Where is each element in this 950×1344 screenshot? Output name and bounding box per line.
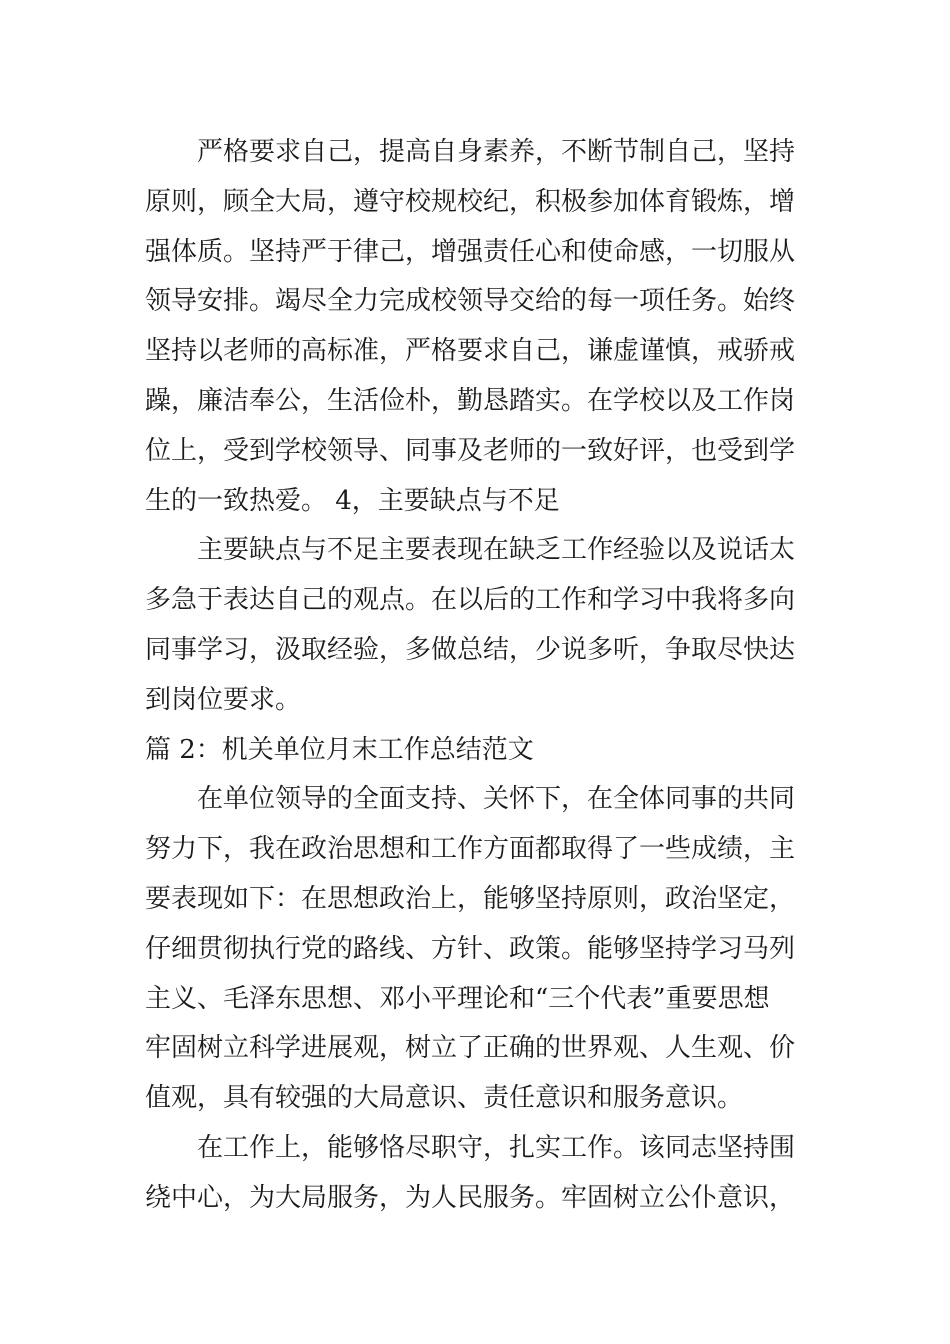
paragraph-line: 牢固树立科学进展观，树立了正确的世界观、人生观、价	[145, 1033, 796, 1064]
paragraph-line: 坚持以老师的高标准，严格要求自己，谦虚谨慎，戒骄戒	[145, 336, 796, 367]
paragraph-line: 位上，受到学校领导、同事及老师的一致好评，也受到学	[145, 435, 796, 466]
paragraph-line: 领导安排。竭尽全力完成校领导交给的每一项任务。始终	[145, 286, 796, 317]
paragraph-line: 严格要求自己，提高自身素养，不断节制自己，坚持	[197, 137, 796, 167]
paragraph-line: 努力下，我在政治思想和工作方面都取得了一些成绩，主	[145, 834, 796, 865]
paragraph-line: 多急于表达自己的观点。在以后的工作和学习中我将多向	[145, 585, 796, 616]
paragraph-line: 同事学习，汲取经验，多做总结，少说多听，争取尽快达	[145, 634, 796, 665]
paragraph-line: 在单位领导的全面支持、关怀下，在全体同事的共同	[197, 784, 796, 815]
paragraph-line: 到岗位要求。	[145, 684, 302, 715]
body-text	[145, 128, 807, 1224]
paragraph-line: 在工作上，能够恪尽职守，扎实工作。该同志坚持围	[197, 1132, 796, 1163]
paragraph-line: 值观，具有较强的大局意识、责任意识和服务意识。	[145, 1083, 744, 1114]
paragraph-line: 主要缺点与不足主要表现在缺乏工作经验以及说话太	[197, 535, 796, 566]
paragraph-line: 躁，廉洁奉公，生活俭朴，勤恳踏实。在学校以及工作岗	[145, 385, 796, 416]
paragraph-line: 原则，顾全大局，遵守校规校纪，积极参加体育锻炼，增	[145, 186, 796, 217]
paragraph-line: 仔细贯彻执行党的路线、方针、政策。能够坚持学习马列	[145, 933, 796, 964]
section-heading: 篇 2：机关单位月末工作总结范文	[145, 734, 534, 765]
paragraph-line: 绕中心，为大局服务，为人民服务。牢固树立公仆意识，	[145, 1182, 796, 1213]
paragraph-line: 要表现如下：在思想政治上，能够坚持原则，政治坚定，	[145, 883, 796, 914]
paragraph-line: 主义、毛泽东思想、邓小平理论和“三个代表”重要思想	[145, 983, 770, 1014]
paragraph-line: 强体质。坚持严于律己，增强责任心和使命感，一切服从	[145, 236, 796, 267]
paragraph-line: 生的一致热爱。 4，主要缺点与不足	[145, 485, 560, 516]
